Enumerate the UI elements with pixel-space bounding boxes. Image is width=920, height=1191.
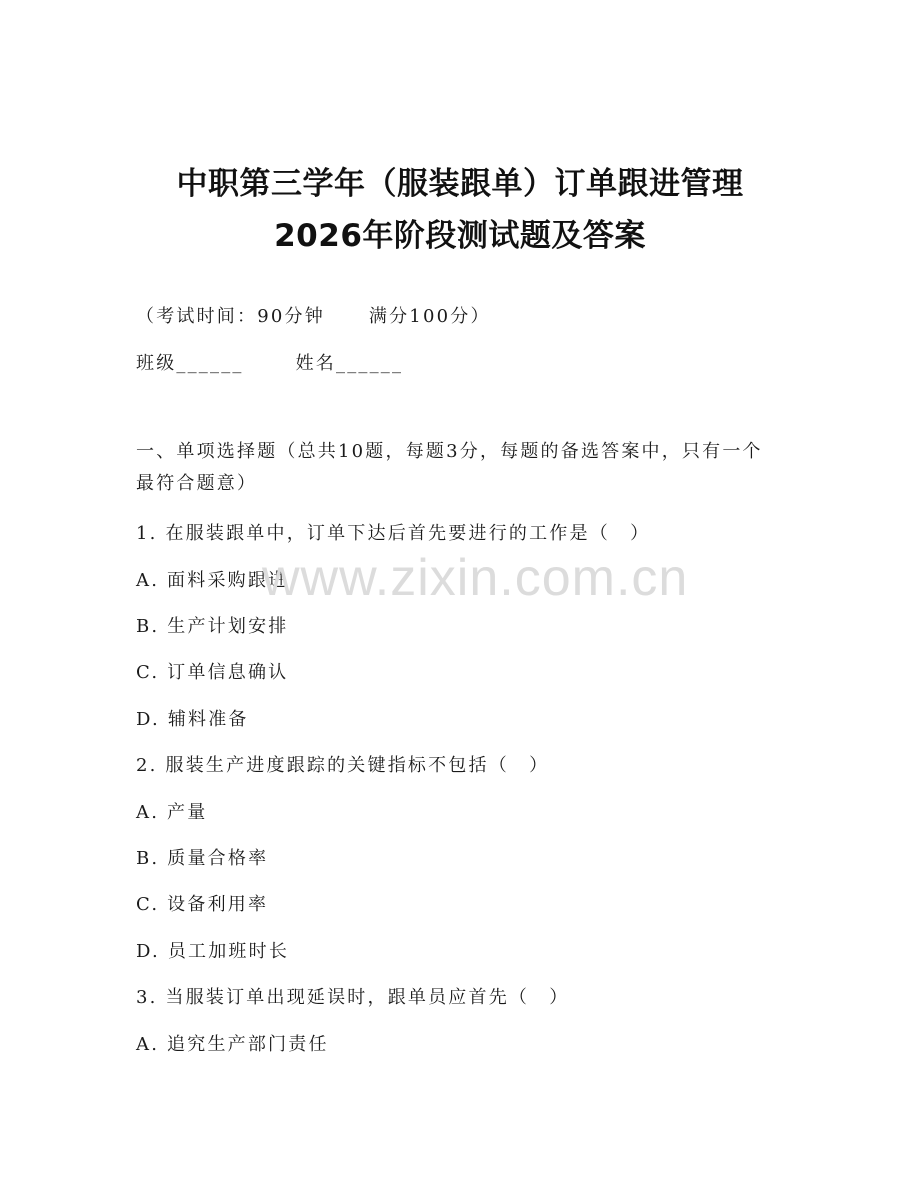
exam-score: 满分100分）	[368, 306, 491, 327]
section-heading: 一、单项选择题（总共10题，每题3分，每题的备选答案中，只有一个最符合题意）	[136, 441, 763, 494]
name-field: 姓名______	[295, 353, 404, 374]
question-2-option-a: A. 产量	[136, 802, 208, 823]
question-2-option-b: B. 质量合格率	[136, 848, 269, 869]
class-field: 班级______	[136, 353, 244, 374]
question-1-stem: 1. 在服装跟单中，订单下达后首先要进行的工作是（ ）	[136, 523, 651, 544]
student-fields	[136, 349, 403, 375]
exam-time: （考试时间：90分钟	[136, 306, 325, 327]
question-3-option-a: A. 追究生产部门责任	[136, 1034, 329, 1055]
question-2-option-d: D. 员工加班时长	[136, 941, 290, 962]
question-3-stem: 3. 当服装订单出现延误时，跟单员应首先（ ）	[136, 987, 570, 1008]
document-title-line-1: 中职第三学年（服装跟单）订单跟进管理	[176, 166, 744, 202]
question-1-option-d: D. 辅料准备	[136, 709, 249, 730]
exam-info	[136, 302, 491, 328]
question-2-stem: 2. 服装生产进度跟踪的关键指标不包括（ ）	[136, 755, 550, 776]
question-1-option-c: C. 订单信息确认	[136, 662, 289, 683]
watermark-text: www.zixin.com.cn	[262, 549, 689, 607]
document-title-line-2: 2026年阶段测试题及答案	[274, 218, 646, 254]
question-1-option-a: A. 面料采购跟进	[136, 570, 289, 591]
question-1-option-b: B. 生产计划安排	[136, 616, 289, 637]
question-2-option-c: C. 设备利用率	[136, 894, 269, 915]
